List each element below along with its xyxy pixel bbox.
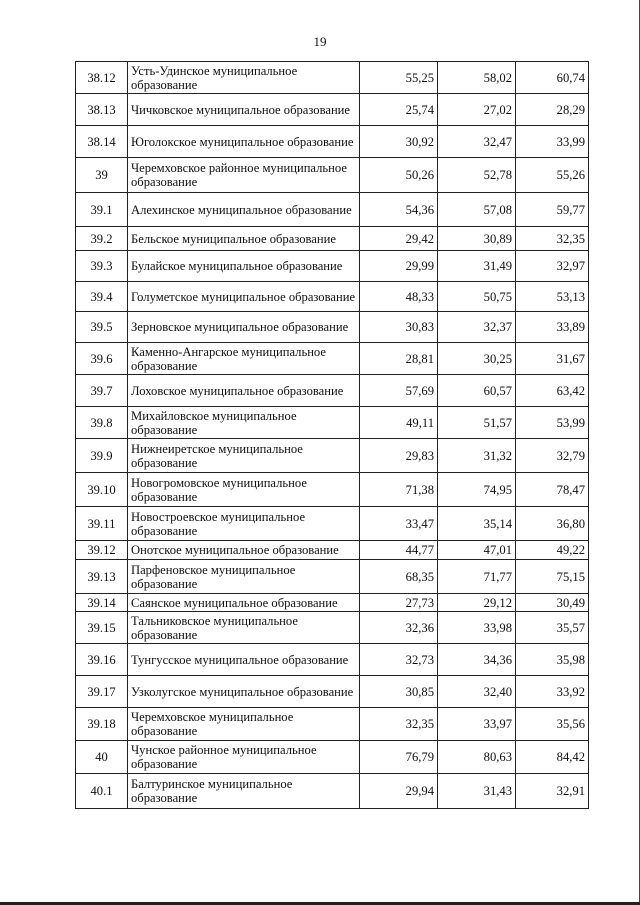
table-row [76,594,589,612]
table-row [76,507,589,541]
value-col-1: 30,83 [360,312,438,343]
table-row [76,312,589,343]
row-number: 38.14 [76,126,128,158]
value-col-3: 53,13 [516,282,589,312]
value-col-2: 32,40 [438,676,516,708]
value-col-3: 32,35 [516,227,589,251]
row-number: 39.17 [76,676,128,708]
row-number: 39.3 [76,251,128,282]
value-col-2: 29,12 [438,594,516,612]
value-col-2: 51,57 [438,407,516,439]
value-col-3: 49,22 [516,541,589,560]
value-col-2: 33,97 [438,708,516,741]
value-col-3: 35,98 [516,644,589,676]
value-col-3: 33,92 [516,676,589,708]
table-row [76,407,589,439]
value-col-2: 50,75 [438,282,516,312]
value-col-3: 35,56 [516,708,589,741]
municipality-name: Бельское муниципальное образование [128,227,360,251]
value-col-2: 32,47 [438,126,516,158]
value-col-3: 75,15 [516,560,589,594]
row-number: 39.14 [76,594,128,612]
value-col-3: 28,29 [516,94,589,126]
row-number: 40 [76,741,128,774]
value-col-3: 33,99 [516,126,589,158]
value-col-1: 57,69 [360,375,438,407]
value-col-1: 49,11 [360,407,438,439]
table-row [76,473,589,507]
row-number: 39.9 [76,439,128,473]
row-number: 39.7 [76,375,128,407]
table-row [76,644,589,676]
value-col-3: 32,91 [516,774,589,809]
table-row [76,62,589,94]
value-col-2: 74,95 [438,473,516,507]
value-col-1: 29,83 [360,439,438,473]
table-row [76,741,589,774]
table-row [76,612,589,644]
value-col-2: 30,25 [438,343,516,375]
value-col-3: 32,97 [516,251,589,282]
table-row [76,774,589,809]
municipality-name: Балтуринское муниципальное образование [128,774,360,809]
value-col-1: 30,92 [360,126,438,158]
value-col-1: 27,73 [360,594,438,612]
value-col-3: 30,49 [516,594,589,612]
municipality-name: Усть-Удинское муниципальное образование [128,62,360,94]
value-col-2: 32,37 [438,312,516,343]
value-col-3: 53,99 [516,407,589,439]
municipality-name: Онотское муниципальное образование [128,541,360,560]
row-number: 39.1 [76,193,128,227]
table-row [76,343,589,375]
table-row [76,126,589,158]
table-row [76,676,589,708]
page-number: 19 [313,34,327,49]
row-number: 39.12 [76,541,128,560]
row-number: 39.4 [76,282,128,312]
municipality-name: Нижнеиретское муниципальное образование [128,439,360,473]
value-col-2: 57,08 [438,193,516,227]
value-col-3: 60,74 [516,62,589,94]
value-col-3: 36,80 [516,507,589,541]
table-row [76,375,589,407]
value-col-2: 31,32 [438,439,516,473]
row-number: 40.1 [76,774,128,809]
value-col-3: 59,77 [516,193,589,227]
table-row [76,560,589,594]
value-col-2: 80,63 [438,741,516,774]
municipality-name: Новогромовское муниципальное образование [128,473,360,507]
row-number: 39.5 [76,312,128,343]
municipality-name: Чунское районное муниципальное образование [128,741,360,774]
row-number: 39.18 [76,708,128,741]
value-col-2: 58,02 [438,62,516,94]
municipality-name: Голуметское муниципальное образование [128,282,360,312]
value-col-3: 63,42 [516,375,589,407]
municipality-name: Саянское муниципальное образование [128,594,360,612]
municipality-name: Каменно-Ангарское муниципальное образование [128,343,360,375]
municipality-name: Алехинское муниципальное образование [128,193,360,227]
row-number: 39 [76,158,128,193]
value-col-2: 33,98 [438,612,516,644]
value-col-1: 29,99 [360,251,438,282]
value-col-1: 76,79 [360,741,438,774]
value-col-3: 78,47 [516,473,589,507]
value-col-1: 71,38 [360,473,438,507]
municipality-name: Булайское муниципальное образование [128,251,360,282]
value-col-3: 35,57 [516,612,589,644]
value-col-1: 68,35 [360,560,438,594]
row-number: 39.10 [76,473,128,507]
row-number: 39.13 [76,560,128,594]
row-number: 39.2 [76,227,128,251]
value-col-1: 44,77 [360,541,438,560]
value-col-1: 28,81 [360,343,438,375]
row-number: 39.15 [76,612,128,644]
table-row [76,439,589,473]
municipality-name: Михайловское муниципальное образование [128,407,360,439]
municipality-name: Узколугское муниципальное образование [128,676,360,708]
table-row [76,158,589,193]
value-col-1: 55,25 [360,62,438,94]
row-number: 39.11 [76,507,128,541]
municipality-name: Тунгусское муниципальное образование [128,644,360,676]
value-col-1: 48,33 [360,282,438,312]
value-col-3: 84,42 [516,741,589,774]
row-number: 39.8 [76,407,128,439]
table-row [76,227,589,251]
row-number: 39.16 [76,644,128,676]
value-col-2: 34,36 [438,644,516,676]
value-col-2: 47,01 [438,541,516,560]
value-col-2: 52,78 [438,158,516,193]
table-row [76,282,589,312]
table-row [76,251,589,282]
value-col-3: 55,26 [516,158,589,193]
value-col-3: 32,79 [516,439,589,473]
table-row [76,708,589,741]
row-number: 38.13 [76,94,128,126]
value-col-1: 29,42 [360,227,438,251]
value-col-1: 32,73 [360,644,438,676]
value-col-1: 25,74 [360,94,438,126]
data-table [75,61,589,809]
row-number: 39.6 [76,343,128,375]
value-col-1: 30,85 [360,676,438,708]
value-col-2: 30,89 [438,227,516,251]
table-row [76,541,589,560]
value-col-1: 54,36 [360,193,438,227]
value-col-1: 32,35 [360,708,438,741]
value-col-2: 71,77 [438,560,516,594]
value-col-2: 31,49 [438,251,516,282]
table-row [76,193,589,227]
value-col-2: 31,43 [438,774,516,809]
municipality-name: Юголокское муниципальное образование [128,126,360,158]
municipality-name: Зерновское муниципальное образование [128,312,360,343]
municipality-name: Новостроевское муниципальное образование [128,507,360,541]
municipality-name: Черемховское районное муниципальное образование [128,158,360,193]
municipality-name: Черемховское муниципальное образование [128,708,360,741]
value-col-2: 27,02 [438,94,516,126]
municipality-name: Парфеновское муниципальное образование [128,560,360,594]
value-col-3: 33,89 [516,312,589,343]
value-col-3: 31,67 [516,343,589,375]
value-col-1: 32,36 [360,612,438,644]
municipality-name: Чичковское муниципальное образование [128,94,360,126]
value-col-1: 29,94 [360,774,438,809]
row-number: 38.12 [76,62,128,94]
value-col-2: 35,14 [438,507,516,541]
municipality-name: Лоховское муниципальное образование [128,375,360,407]
table-row [76,94,589,126]
municipality-name: Тальниковское муниципальное образование [128,612,360,644]
value-col-1: 33,47 [360,507,438,541]
table-body [76,62,589,809]
value-col-2: 60,57 [438,375,516,407]
value-col-1: 50,26 [360,158,438,193]
